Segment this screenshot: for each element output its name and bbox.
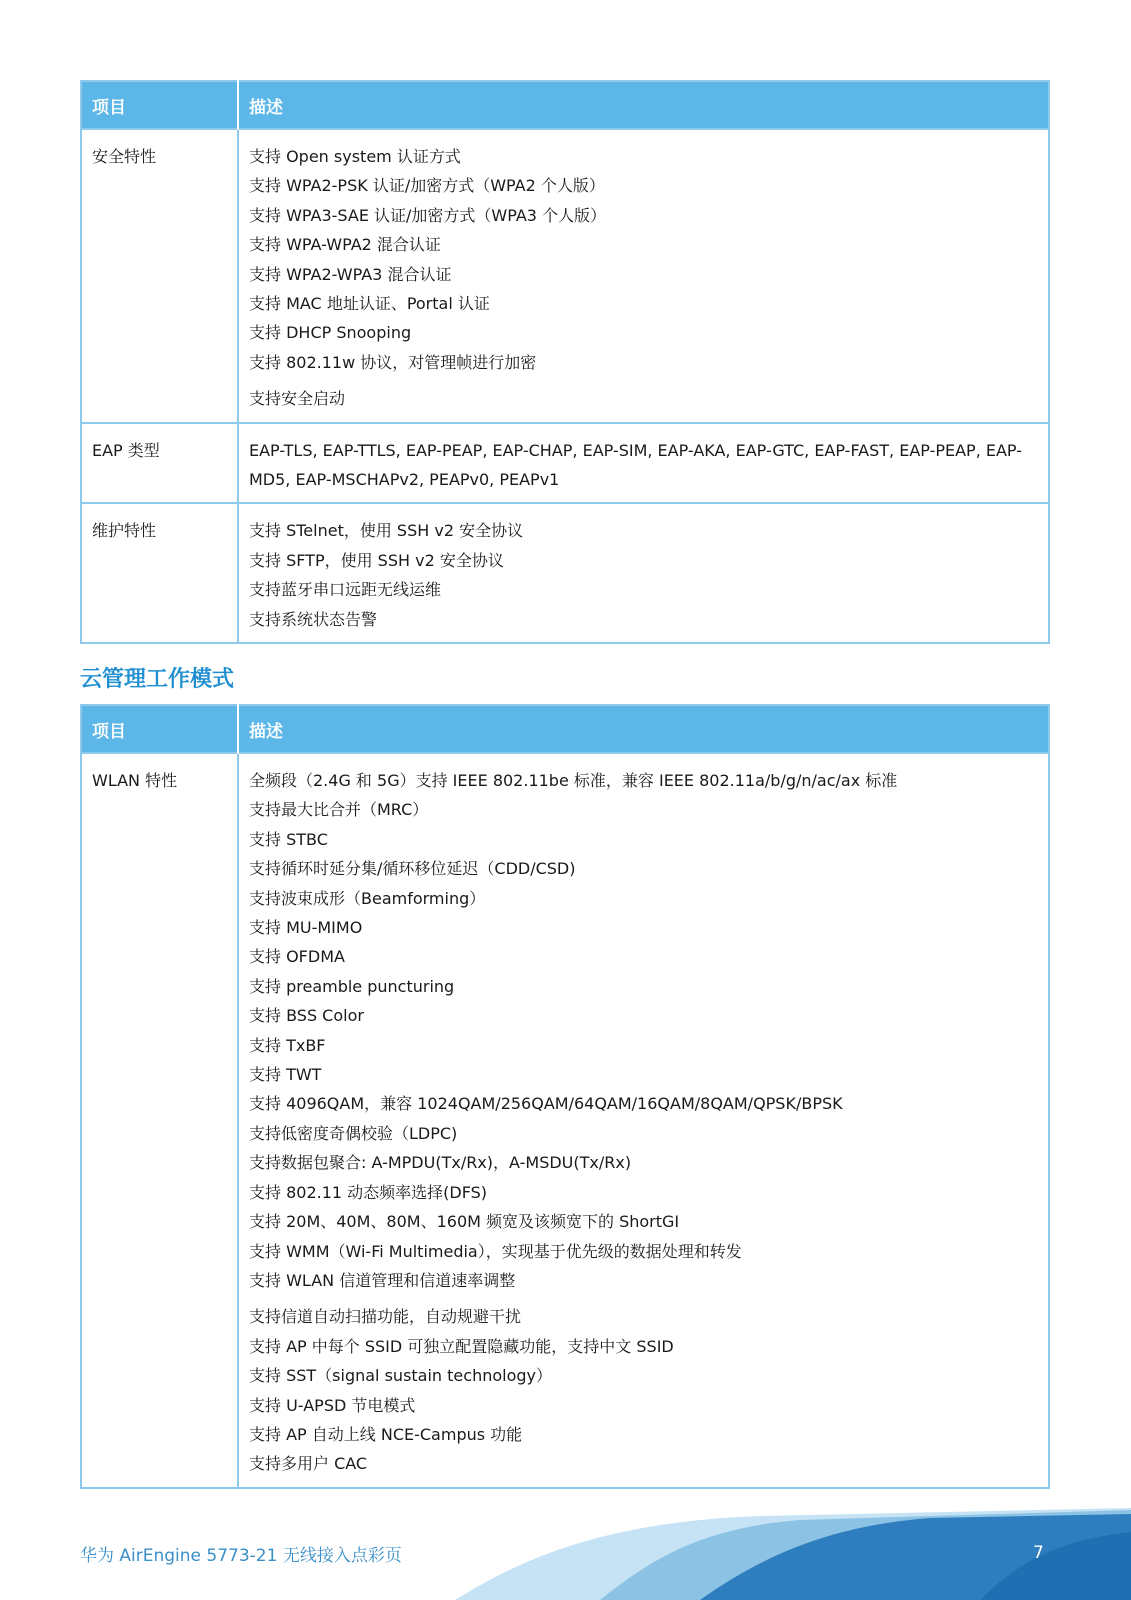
spec-table-cloud-management xyxy=(80,704,1050,1489)
row-item-label: 安全特性 xyxy=(81,129,238,423)
header-item: 项目 xyxy=(81,81,238,129)
table-header-row xyxy=(81,705,1049,753)
description-line: 支持低密度奇偶校验（LDPC) xyxy=(249,1123,458,1143)
table-row xyxy=(81,129,1049,423)
description-line: 支持蓝牙串口远距无线运维 xyxy=(249,580,442,600)
description-line: 支持 TxBF xyxy=(249,1035,326,1055)
description-line: 支持循环时延分集/循环移位延迟（CDD/CSD) xyxy=(249,859,576,879)
description-line: 支持 WPA2-WPA3 混合认证 xyxy=(249,264,452,284)
description-line: 支持 WLAN 信道管理和信道速率调整 xyxy=(249,1270,516,1290)
description-line: 支持 WPA2-PSK 认证/加密方式（WPA2 个人版） xyxy=(249,176,605,196)
row-item-label: 维护特性 xyxy=(81,503,238,643)
table-row xyxy=(81,753,1049,1488)
row-description xyxy=(238,129,1049,423)
description-line: 支持 preamble puncturing xyxy=(249,976,455,996)
description-line: 支持 BSS Color xyxy=(249,1006,364,1026)
description-line: 支持 STelnet，使用 SSH v2 安全协议 xyxy=(249,521,524,541)
section-title: 云管理工作模式 xyxy=(80,667,235,692)
description-line: 支持 AP 自动上线 NCE-Campus 功能 xyxy=(249,1424,523,1444)
description-line: 支持 MU-MIMO xyxy=(249,918,363,938)
row-item-label: WLAN 特性 xyxy=(81,753,238,1488)
footer-product-title: 华为 AirEngine 5773-21 无线接入点彩页 xyxy=(80,1546,402,1566)
description-line: 支持波束成形（Beamforming） xyxy=(249,888,486,908)
row-item-label: EAP 类型 xyxy=(81,423,238,504)
description-line: 支持数据包聚合: A-MPDU(Tx/Rx)，A-MSDU(Tx/Rx) xyxy=(249,1153,632,1173)
page-number: 7 xyxy=(1033,1543,1044,1563)
description-line: 支持 OFDMA xyxy=(249,947,345,967)
description-line: 支持 AP 中每个 SSID 可独立配置隐藏功能，支持中文 SSID xyxy=(249,1336,674,1356)
description-line: 支持 WPA3-SAE 认证/加密方式（WPA3 个人版） xyxy=(249,205,607,225)
row-description xyxy=(238,753,1049,1488)
spec-table-security xyxy=(80,80,1050,644)
header-item: 项目 xyxy=(81,705,238,753)
row-description xyxy=(238,503,1049,643)
description-line: 支持安全启动 xyxy=(249,389,346,409)
description-line: 支持 Open system 认证方式 xyxy=(249,147,461,166)
description-line: 支持 SFTP，使用 SSH v2 安全协议 xyxy=(249,550,504,570)
table-row xyxy=(81,503,1049,643)
description-line: 支持信道自动扫描功能，自动规避干扰 xyxy=(249,1307,522,1327)
description-line: 支持 SST（signal sustain technology） xyxy=(249,1366,552,1386)
description-line: 支持 MAC 地址认证、Portal 认证 xyxy=(249,294,490,314)
row-description xyxy=(238,423,1049,504)
description-line: 支持系统状态告警 xyxy=(249,609,378,629)
description-line: 支持 WMM（Wi-Fi Multimedia），实现基于优先级的数据处理和转发 xyxy=(249,1241,742,1261)
description-line: EAP-TLS, EAP-TTLS, EAP-PEAP, EAP-CHAP, EAP-SIM, EAP-AKA, EAP-GTC, EAP-FAST, EAP-PEAP, EAP-MD5, EAP-MSCHAPv2, PEAPv0, PEAPv1 xyxy=(249,440,1022,490)
description-line: 支持 802.11 动态频率选择(DFS) xyxy=(249,1182,488,1202)
description-line: 支持 DHCP Snooping xyxy=(249,323,412,343)
header-desc: 描述 xyxy=(238,81,1049,129)
table-header-row xyxy=(81,81,1049,129)
description-line: 全频段（2.4G 和 5G）支持 IEEE 802.11be 标准，兼容 IEEE 802.11a/b/g/n/ac/ax 标准 xyxy=(249,771,898,790)
description-line: 支持 TWT xyxy=(249,1065,322,1085)
description-line: 支持 WPA-WPA2 混合认证 xyxy=(249,235,441,255)
description-line: 支持 STBC xyxy=(249,829,328,849)
description-line: 支持多用户 CAC xyxy=(249,1454,368,1474)
description-line: 支持 U-APSD 节电模式 xyxy=(249,1395,416,1415)
description-line: 支持最大比合并（MRC） xyxy=(249,800,429,820)
description-line: 支持 20M、40M、80M、160M 频宽及该频宽下的 ShortGI xyxy=(249,1212,680,1232)
header-desc: 描述 xyxy=(238,705,1049,753)
description-line: 支持 4096QAM，兼容 1024QAM/256QAM/64QAM/16QAM/8QAM/QPSK/BPSK xyxy=(249,1094,843,1114)
description-line: 支持 802.11w 协议，对管理帧进行加密 xyxy=(249,352,537,372)
table-row xyxy=(81,423,1049,504)
